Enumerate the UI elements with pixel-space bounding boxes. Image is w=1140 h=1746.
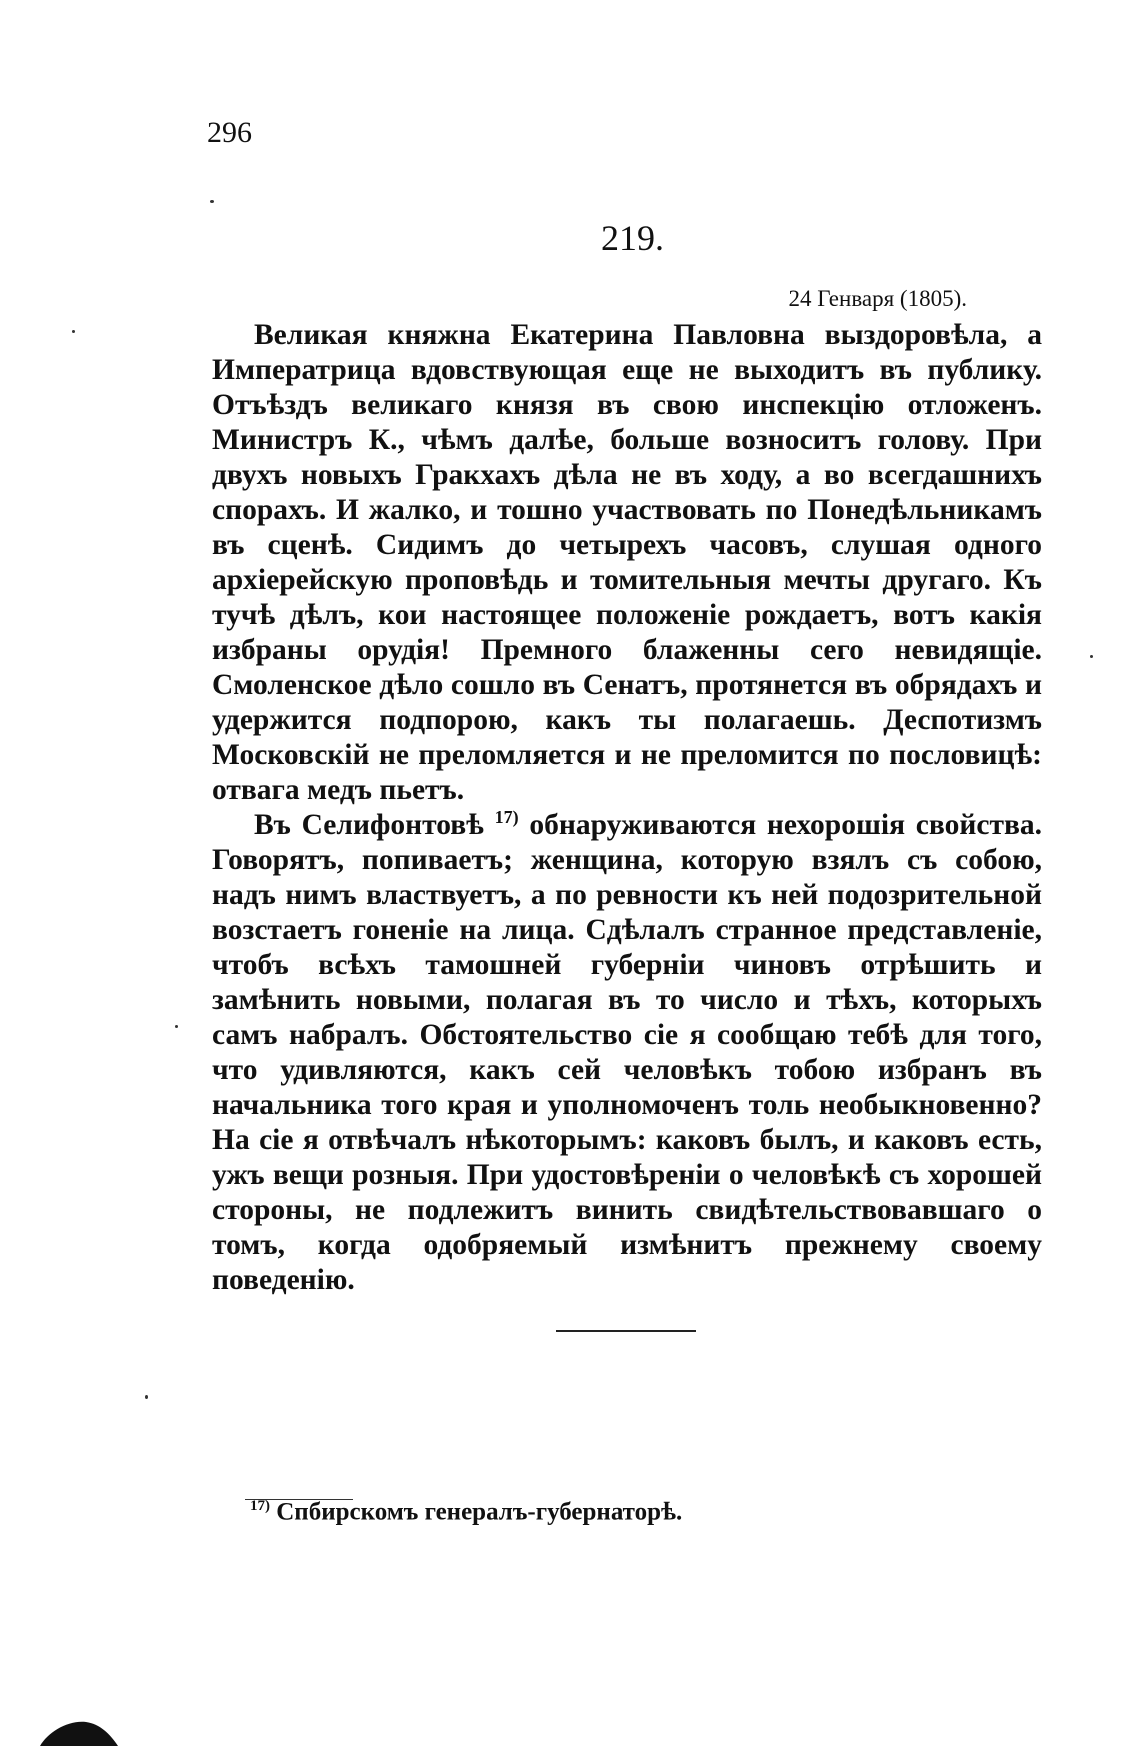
- paragraph-1: Великая княжна Екатерина Павловна выздоровѣла, а Императрица вдовствующая еще не выходитъ въ публику. Отъѣздъ великаго князя въ свою инспекцію отложенъ. Министръ К., чѣмъ далѣе, больше возноситъ голову. При двухъ новыхъ Гракхахъ дѣла не въ ходу, а во всегдашнихъ спорахъ. И жалко, и тошно участвовать по Понедѣльникамъ въ сценѣ. Сидимъ до четырехъ часовъ, слушая одного архіерейскую проповѣдь и томительныя мечты другаго. Къ тучѣ дѣлъ, кои настоящее положеніе рождаетъ, вотъ какія избраны орудія! Премного блаженны сего невидящіе. Смоленское дѣло сошло въ Сенатъ, протянется въ обрядахъ и удержится подпорою, какъ ты полагаешь. Деспотизмъ Московскій не преломляется и не преломится по пословицѣ: отвага медъ пьетъ.: [212, 319, 1042, 806]
- ink-blot: [38, 1712, 118, 1746]
- scan-speck: [210, 200, 214, 203]
- letter-body: [212, 318, 1042, 1298]
- scan-speck: [1090, 655, 1093, 658]
- paragraph-2-rest: обнаруживаются нехорошія свойства. Говорятъ, попиваетъ; женщина, которую взялъ съ собою, надъ нимъ властвуетъ, а по ревности къ ней подозрительной возстаетъ гоненіе на лица. Сдѣлалъ странное представленіе, чтобъ всѣхъ тамошней губерніи чиновъ отрѣшить и замѣнить новыми, полагая въ то число и тѣхъ, которыхъ самъ набралъ. Обстоятельство сіе я сообщаю тебѣ для того, что удивляются, какъ сей человѣкъ тобою избранъ въ начальника того края и уполномоченъ толь необыкновенно? На сіе я отвѣчалъ нѣкоторымъ: каковъ былъ, и каковъ есть, ужъ вещи розныя. При удостовѣреніи о человѣкѣ съ хорошей стороны, не подлежитъ винить свидѣтельствовавшаго о томъ, когда одобряемый измѣнитъ прежнему своему поведенію.: [212, 809, 1043, 1296]
- paragraph-2: [212, 808, 1042, 1298]
- section-divider: [556, 1330, 696, 1332]
- scan-speck: [72, 330, 75, 333]
- footnote-text: Спбирскомъ генералъ-губернаторѣ.: [270, 1498, 683, 1526]
- footnote-mark: 17): [250, 1498, 270, 1514]
- scan-speck: [175, 1025, 178, 1028]
- letter-date: 24 Генваря (1805).: [788, 286, 967, 311]
- paragraph-2-start: Въ Селифонтовѣ: [254, 809, 484, 841]
- footnote-reference: 17): [494, 807, 519, 828]
- letter-number: 219.: [601, 218, 664, 258]
- page-number: 296: [207, 116, 252, 149]
- footnote: [250, 1499, 682, 1524]
- scan-speck: [145, 1395, 148, 1399]
